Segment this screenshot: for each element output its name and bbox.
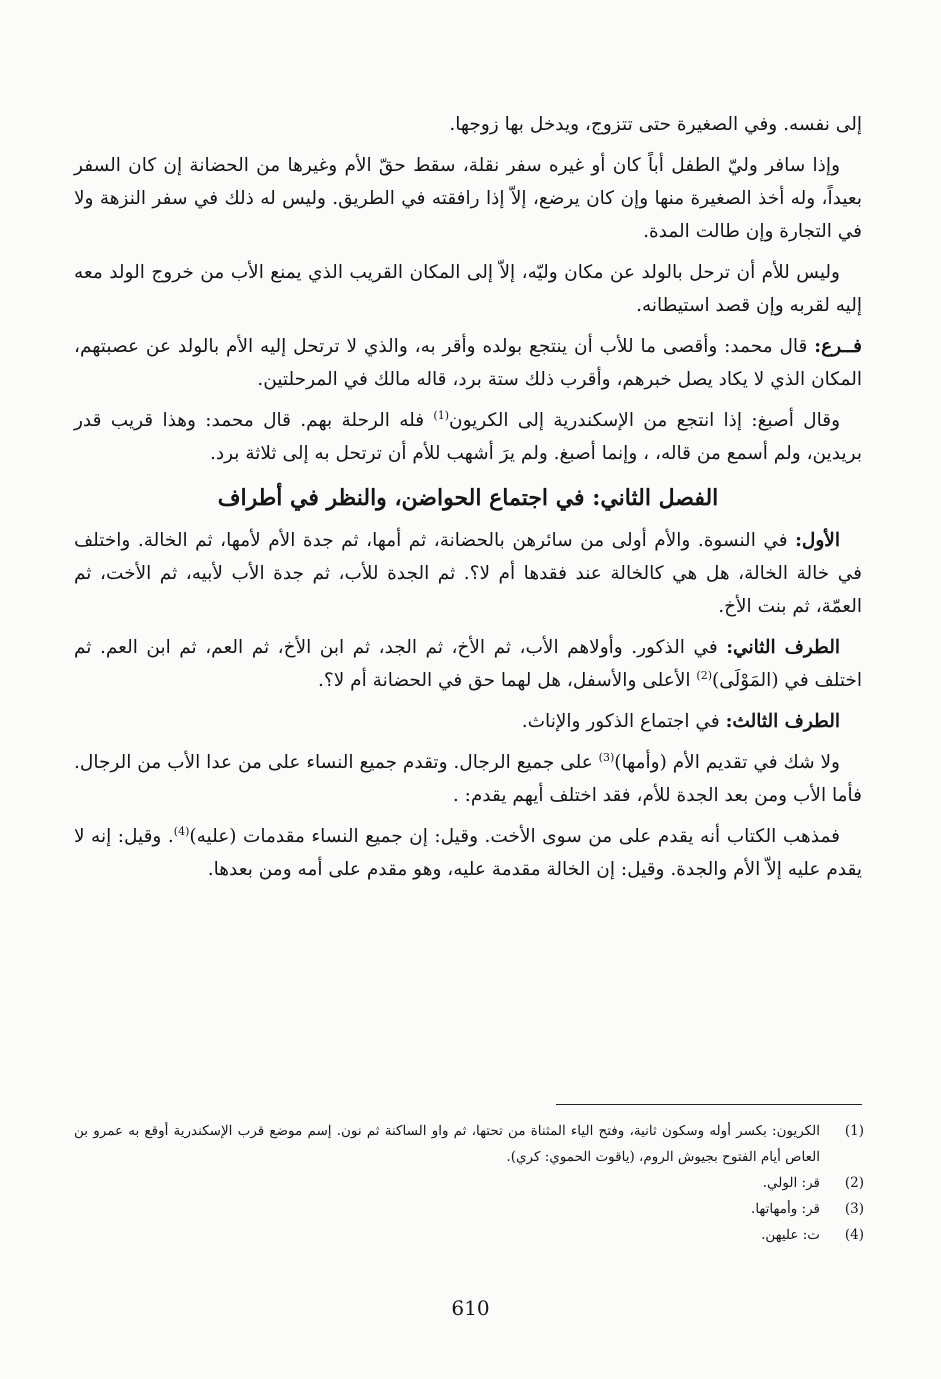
footnote-divider bbox=[556, 1104, 862, 1105]
paragraph-6 bbox=[74, 746, 862, 812]
footnote-ref-4: (4) bbox=[173, 824, 190, 838]
section-third-label: الطرف الثالث: bbox=[725, 711, 840, 732]
section-third bbox=[74, 705, 862, 738]
section-second-text-a: في الذكور. وأولاهم الأب، ثم الأخ، ثم الجد، ثم ابن الأخ، ثم العم، ثم ابن العم. ثم اختلف في (المَوْلَى) bbox=[74, 637, 862, 691]
footnote-number: (1) bbox=[844, 1123, 864, 1139]
footnote-ref-2: (2) bbox=[696, 668, 713, 682]
paragraph-2: وإذا سافر وليّ الطفل أباً كان أو غيره سفر نقلة، سقط حقّ الأم وغيرها من الحضانة إن كان السفر بعيداً، وله أخذ الصغيرة منها وإن كان يرضع، إلاّ إذا رافقته في الطريق. وليس له ذلك في سفر النزهة ولا في التجارة وإن طالت المدة. bbox=[74, 155, 862, 242]
paragraph-5-text-a: وقال أصبغ: إذا انتجع من الإسكندرية إلى الكريون bbox=[449, 410, 841, 431]
paragraph-6-text-b: على جميع الرجال. وتقدم جميع النساء على من عدا الأب من الرجال. فأما الأب ومن بعد الجدة للأم، فقد اختلف أيهم يقدم: . bbox=[74, 752, 862, 806]
paragraph-7-text-a: فمذهب الكتاب أنه يقدم على من سوى الأخت. وقيل: إن جميع النساء مقدمات (عليه) bbox=[189, 826, 840, 847]
paragraph-6-text-a: ولا شك في تقديم الأم (وأمها) bbox=[614, 752, 840, 773]
paragraph-4-text: قال محمد: وأقصى ما للأب أن ينتجع بولده وأقر به، والذي لا ترتحل إليه الأم بالولد عن عصبتهم، المكان الذي لا يكاد يصل خبرهم، وأقرب ذلك ستة برد، قاله مالك في المرحلتين. bbox=[74, 336, 862, 390]
paragraph-5 bbox=[74, 404, 862, 470]
paragraph-1: إلى نفسه. وفي الصغيرة حتى تتزوج، ويدخل بها زوجها. bbox=[449, 114, 862, 135]
page-body bbox=[74, 108, 862, 894]
footnote-number: (2) bbox=[844, 1175, 864, 1191]
section-second-text-b: الأعلى والأسفل، هل لهما حق في الحضانة أم لا؟. bbox=[318, 670, 697, 691]
footnote-item bbox=[74, 1118, 864, 1170]
footnotes bbox=[74, 1118, 864, 1248]
footnote-text: ت: عليهن. bbox=[761, 1227, 820, 1243]
footnote-number: (3) bbox=[844, 1201, 864, 1217]
footnote-number: (4) bbox=[844, 1227, 864, 1243]
branch-label: فــرع: bbox=[814, 336, 862, 357]
footnote-item bbox=[74, 1170, 864, 1196]
section-first bbox=[74, 524, 862, 623]
paragraph-7 bbox=[74, 820, 862, 886]
footnote-ref-3: (3) bbox=[598, 750, 615, 764]
section-third-text: في اجتماع الذكور والإناث. bbox=[521, 711, 720, 732]
paragraph-7-text-b: . وقيل: إنه لا يقدم عليه إلاّ الأم والجدة. وقيل: إن الخالة مقدمة عليه، وهو مقدم على أمه ومن بعدها. bbox=[74, 826, 862, 880]
section-second-label: الطرف الثاني: bbox=[726, 637, 840, 658]
section-first-text: في النسوة. والأم أولى من سائرهن بالحضانة، ثم أمها، ثم جدة الأم لأمها، ثم الخالة. واختلف في خالة الخالة، هل هي كالخالة عند فقدها أم لا؟. ثم الجدة للأب، ثم جدة الأب لأبيه، ثم الأخت، ثم العمّة، ثم بنت الأخ. bbox=[74, 530, 862, 617]
footnote-item bbox=[74, 1196, 864, 1222]
section-first-label: الأول: bbox=[795, 530, 840, 551]
paragraph-4 bbox=[74, 330, 862, 396]
footnote-text: الكريون: بكسر أوله وسكون ثانية، وفتح الياء المثناة من تحتها، ثم واو الساكنة ثم نون. إسم موضع قرب الإسكندرية أوقع به عمرو بن العاص أيام الفتوح بجيوش الروم، (ياقوت الحموي: كري). bbox=[74, 1123, 820, 1165]
section-second bbox=[74, 631, 862, 697]
paragraph-3: وليس للأم أن ترحل بالولد عن مكان وليّه، إلاّ إلى المكان القريب الذي يمنع الأب من خروج الولد معه إليه لقربه وإن قصد استيطانه. bbox=[74, 262, 862, 316]
chapter-heading: الفصل الثاني: في اجتماع الحواضن، والنظر في أطراف bbox=[217, 485, 719, 511]
footnote-item bbox=[74, 1222, 864, 1248]
page-number: 610 bbox=[451, 1296, 490, 1320]
paragraph-5-text-b: فله الرحلة بهم. قال محمد: وهذا قريب قدر بريدين، ولم أسمع من قاله، ، وإنما أصبغ. ولم يرَ أشهب للأم أن ترتحل به إلى ثلاثة برد. bbox=[74, 410, 862, 464]
footnote-ref-1: (1) bbox=[433, 408, 449, 422]
footnote-text: قر: وأمهاتها. bbox=[751, 1201, 820, 1217]
footnote-text: قر: الولي. bbox=[762, 1175, 820, 1191]
